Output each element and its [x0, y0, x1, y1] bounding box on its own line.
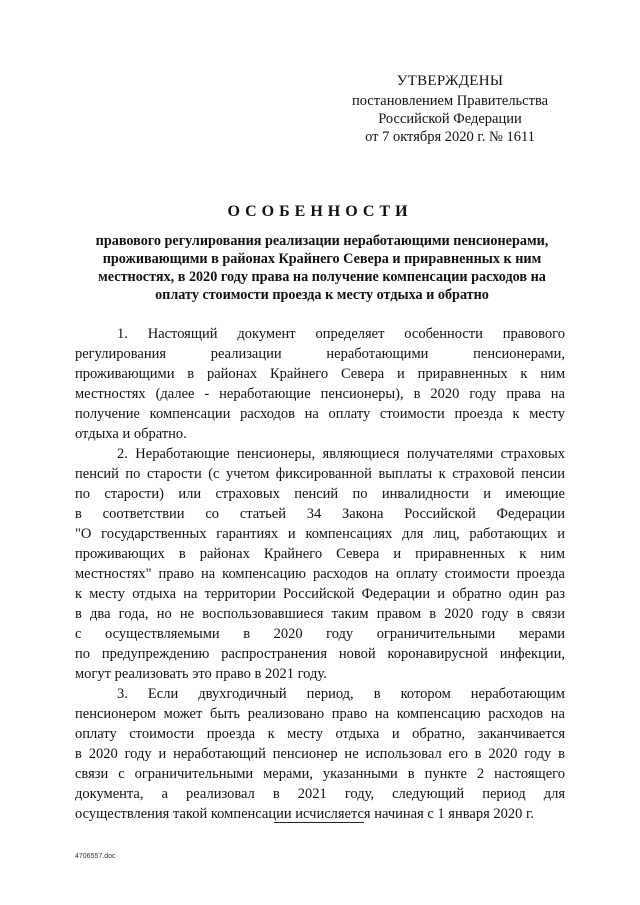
paragraph-1-line: 1. Настоящий документ определяет особенности правового: [117, 326, 565, 342]
subtitle-line: оплату стоимости проезда к месту отдыха и обратно: [155, 287, 489, 303]
paragraph-2-line: пенсий по старости (с учетом фиксированной выплаты к страховой пенсии: [75, 466, 565, 482]
paragraph-2-line: "О государственных гарантиях и компенсациях для лиц, работающих и: [75, 526, 565, 542]
paragraph-1-line: проживающими в районах Крайнего Севера и приравненных к ним: [75, 366, 565, 382]
subtitle-line: местностях, в 2020 году права на получение компенсации расходов на: [98, 269, 546, 285]
paragraph-1-line: регулирования реализации неработающими пенсионерами,: [75, 346, 565, 362]
paragraph-3-line: документа, а реализовал в 2021 году, следующий период для: [75, 786, 565, 802]
paragraph-3-line: оплату стоимости проезда к месту отдыха и обратно, заканчивается: [75, 726, 565, 742]
document-title: ОСОБЕННОСТИ: [227, 203, 413, 220]
document-subtitle: [72, 232, 572, 304]
approval-block: [330, 72, 570, 146]
paragraph-2-line: проживающих в районах Крайнего Севера и приравненных к ним: [75, 546, 565, 562]
closing-divider: [274, 822, 364, 823]
document-body: [75, 324, 565, 824]
approval-heading: УТВЕРЖДЕНЫ: [396, 73, 504, 89]
paragraph-3-line: 3. Если двухгодичный период, в котором неработающим: [117, 686, 565, 702]
paragraph-2-line: по старости) или страховых пенсий по инвалидности и имеющие: [75, 486, 565, 502]
approval-line-1: постановлением Правительства: [351, 93, 549, 109]
paragraph-3-line: в 2020 году и неработающий пенсионер не использовал его в 2020 году в: [75, 746, 565, 762]
approval-line-2: Российской Федерации: [378, 111, 522, 127]
paragraph-1-line: отдыха и обратно.: [75, 426, 187, 442]
approval-line-3: от 7 октября 2020 г. № 1611: [365, 129, 535, 145]
subtitle-line: проживающими в районах Крайнего Севера и приравненных к ним: [102, 251, 542, 267]
paragraph-3-line: связи с ограничительными мерами, указанными в пункте 2 настоящего: [75, 766, 565, 782]
paragraph-2-line: 2. Неработающие пенсионеры, являющиеся получателями страховых: [117, 446, 565, 462]
subtitle-line: правового регулирования реализации неработающими пенсионерами,: [95, 233, 549, 249]
paragraph-2-line: местностях" право на компенсацию расходов на оплату стоимости проезда: [75, 566, 565, 582]
paragraph-3-line: осуществления такой компенсации исчисляется начиная с 1 января 2020 г.: [75, 806, 534, 822]
paragraph-2-line: могут реализовать это право в 2021 году.: [75, 666, 327, 682]
paragraph-2-line: к месту отдыха на территории Российской Федерации и обратно один раз: [75, 586, 565, 602]
paragraph-2-line: в соответствии со статьей 34 Закона Российской Федерации: [75, 506, 565, 522]
paragraph-3-line: пенсионером может быть реализовано право на компенсацию расходов на: [75, 706, 565, 722]
paragraph-2-line: с осуществляемыми в 2020 году ограничительными мерами: [75, 626, 565, 642]
paragraph-2-line: в два года, но не воспользовавшиеся таким правом в 2020 году в связи: [75, 606, 565, 622]
paragraph-2-line: по предупреждению распространения новой коронавирусной инфекции,: [75, 646, 565, 662]
file-reference: 4706557.doc: [75, 853, 116, 860]
paragraph-1-line: местностях (далее - неработающие пенсионеры), в 2020 году права на: [75, 386, 565, 402]
paragraph-1-line: получение компенсации расходов на оплату стоимости проезда к месту: [75, 406, 565, 422]
